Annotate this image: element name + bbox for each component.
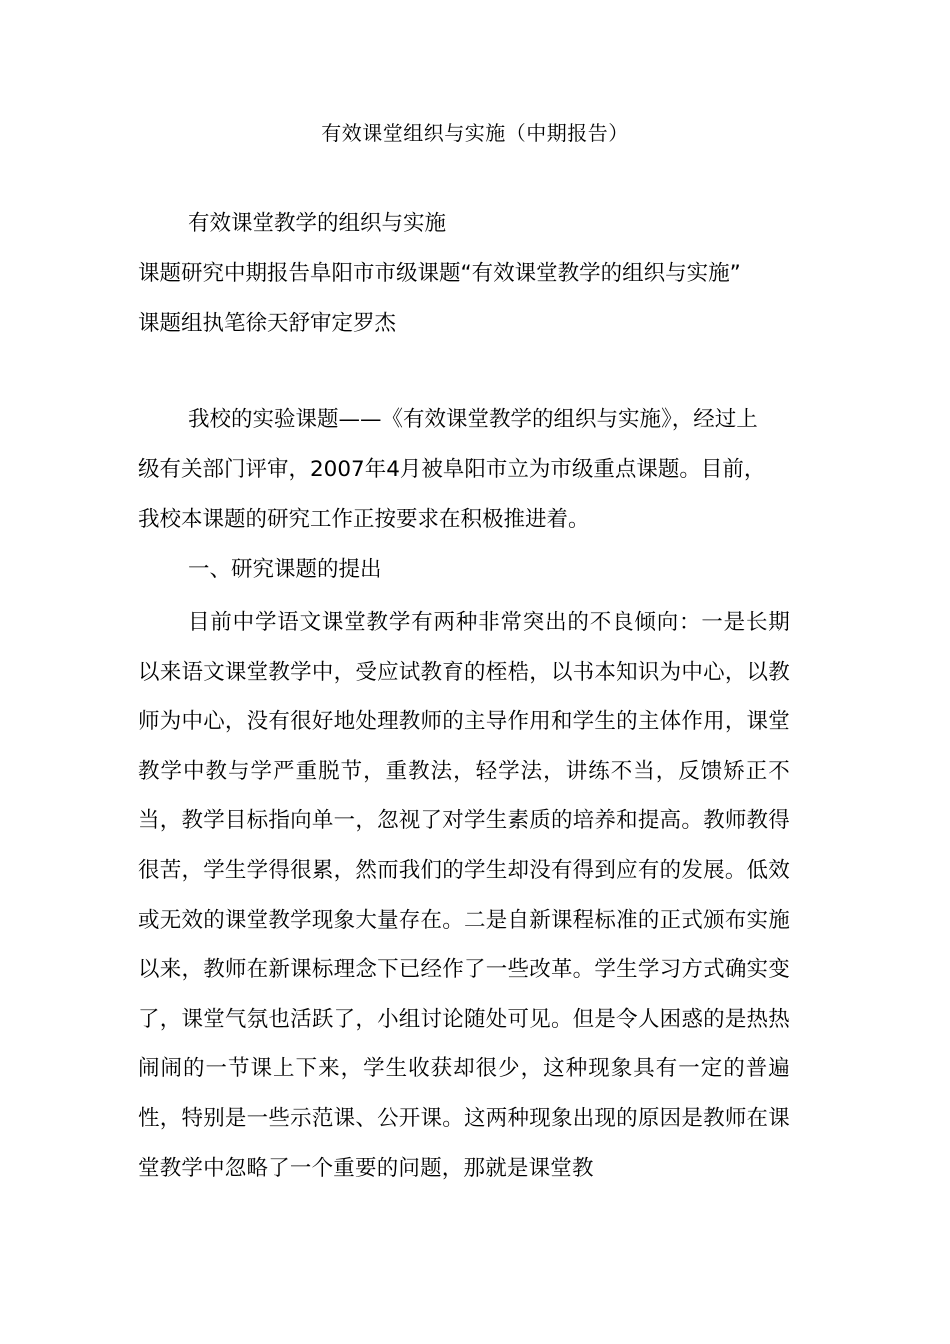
document-title: 有效课堂组织与实施（中期报告） — [321, 121, 629, 145]
intro-line-1: 我校的实验课题——《有效课堂教学的组织与实施》，经过上 — [188, 407, 758, 432]
subtitle-line: 有效课堂教学的组织与实施 — [188, 211, 447, 236]
project-info-line: 课题研究中期报告阜阳市市级课题“有效课堂教学的组织与实施” — [138, 261, 741, 286]
section-heading: 一、研究课题的提出 — [188, 557, 382, 582]
intro-line-3: 我校本课题的研究工作正按要求在积极推进着。 — [138, 507, 590, 532]
section-body-paragraph: 目前中学语文课堂教学有两种非常突出的不良倾向：一是长期以来语文课堂教学中，受应试教育的桎梏，以书本知识为中心，以教师为中心，没有很好地处理教师的主导作用和学生的主体作用，课堂教学中教与学严重脱节，重教法，轻学法，讲练不当，反馈矫正不当，教学目标指向单一，忽视了对学生素质的培养和提高。教师教得很苦，学生学得很累，然而我们的学生却没有得到应有的发展。低效或无效的课堂教学现象大量存在。二是自新课程标准的正式颁布实施以来，教师在新课标理念下已经作了一些改革。学生学习方式确实变了，课堂气氛也活跃了，小组讨论随处可见。但是令人困惑的是热热闹闹的一节课上下来，学生收获却很少，这种现象具有一定的普遍性，特别是一些示范课、公开课。这两种现象出现的原因是教师在课堂教学中忽略了一个重要的问题，那就是课堂教 — [138, 610, 790, 1181]
author-line: 课题组执笔徐天舒审定罗杰 — [138, 311, 397, 336]
intro-line-2: 级有关部门评审，2007年4月被阜阳市立为市级重点课题。目前， — [138, 457, 766, 482]
